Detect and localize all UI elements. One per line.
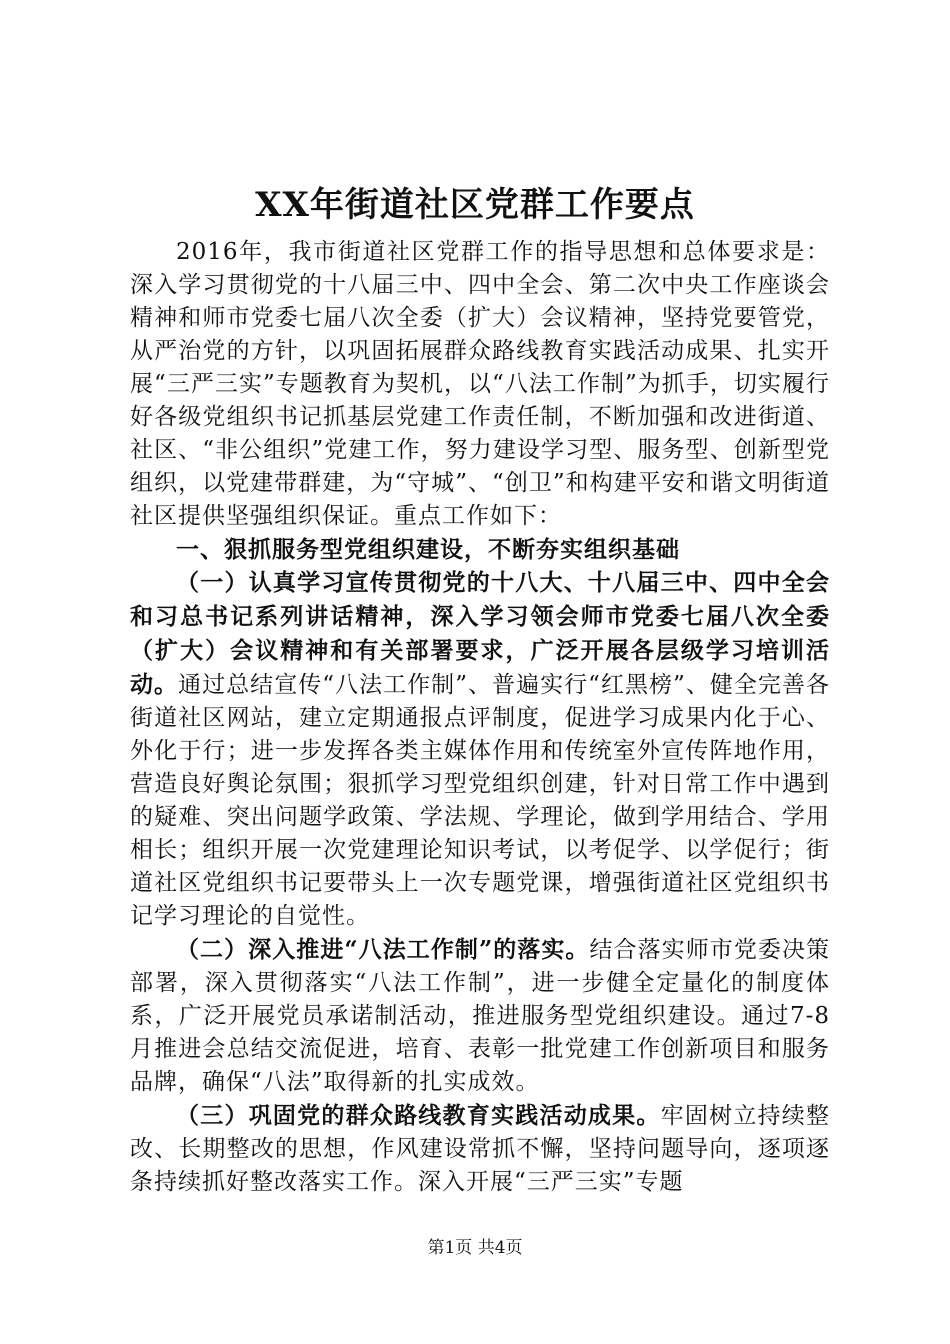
item-paragraph-1	[130, 566, 830, 933]
item-body-2: 结合落实师市党委决策部署，深入贯彻落实“八法工作制”，进一步健全定量化的制度体系，广泛开展党员承诺制活动，推进服务型党组织建设。通过7-8月推进会总结交流促进，培育、表彰一批党建工作创新项目和服务品牌，确保“八法”取得新的扎实成效。	[130, 937, 830, 1095]
section-heading-1: 一、狠抓服务型党组织建设，不断夯实组织基础	[176, 536, 680, 563]
item-body-3: 牢固树立持续整改、长期整改的思想，作风建设常抓不懈，坚持问题导向，逐项逐条持续抓好整改落实工作。深入开展“三严三实”专题	[130, 1103, 831, 1195]
item-body-1: 通过总结宣传“八法工作制”、普遍实行“红黑榜”、健全完善各街道社区网站，建立定期通报点评制度，促进学习成果内化于心、外化于行；进一步发挥各类主媒体作用和传统室外宣传阵地作用，营造良好舆论氛围；狠抓学习型党组织创建，针对日常工作中遇到的疑难、突出问题学政策、学法规、学理论，做到学用结合、学用相长；组织开展一次党建理论知识考试，以考促学、以学促行；街道社区党组织书记要带头上一次专题党课，增强街道社区党组织书记学习理论的自觉性。	[130, 672, 831, 929]
document-body	[130, 236, 830, 1199]
item-paragraph-3	[130, 1099, 830, 1199]
item-heading-2: （二）深入推进“八法工作制”的落实。	[176, 936, 590, 963]
page-number-footer: 第1页 共4页	[427, 1238, 523, 1258]
item-heading-1: （一）认真学习宣传贯彻党的十八大、十八届三中、四中全会和习总书记系列讲话精神，深入学习领会师市党委七届八次全委（扩大）会议精神和有关部署要求，广泛开展各层级学习培训活动。	[130, 569, 830, 698]
item-heading-3: （三）巩固党的群众路线教育实践活动成果。	[176, 1102, 661, 1129]
item-paragraph-2	[130, 933, 830, 1099]
intro-paragraph: 2016年，我市街道社区党群工作的指导思想和总体要求是：深入学习贯彻党的十八届三中、四中全会、第二次中央工作座谈会精神和师市党委七届八次全委（扩大）会议精神，坚持党要管党，从严治党的方针，以巩固拓展群众路线教育实践活动成果、扎实开展“三严三实”专题教育为契机，以“八法工作制”为抓手，切实履行好各级党组织书记抓基层党建工作责任制，不断加强和改进街道、社区、“非公组织”党建工作，努力建设学习型、服务型、创新型党组织，以党建带群建，为“守城”、“创卫”和构建平安和谐文明街道社区提供坚强组织保证。重点工作如下：	[130, 239, 830, 529]
document-title: XX年街道社区党群工作要点	[255, 185, 695, 225]
